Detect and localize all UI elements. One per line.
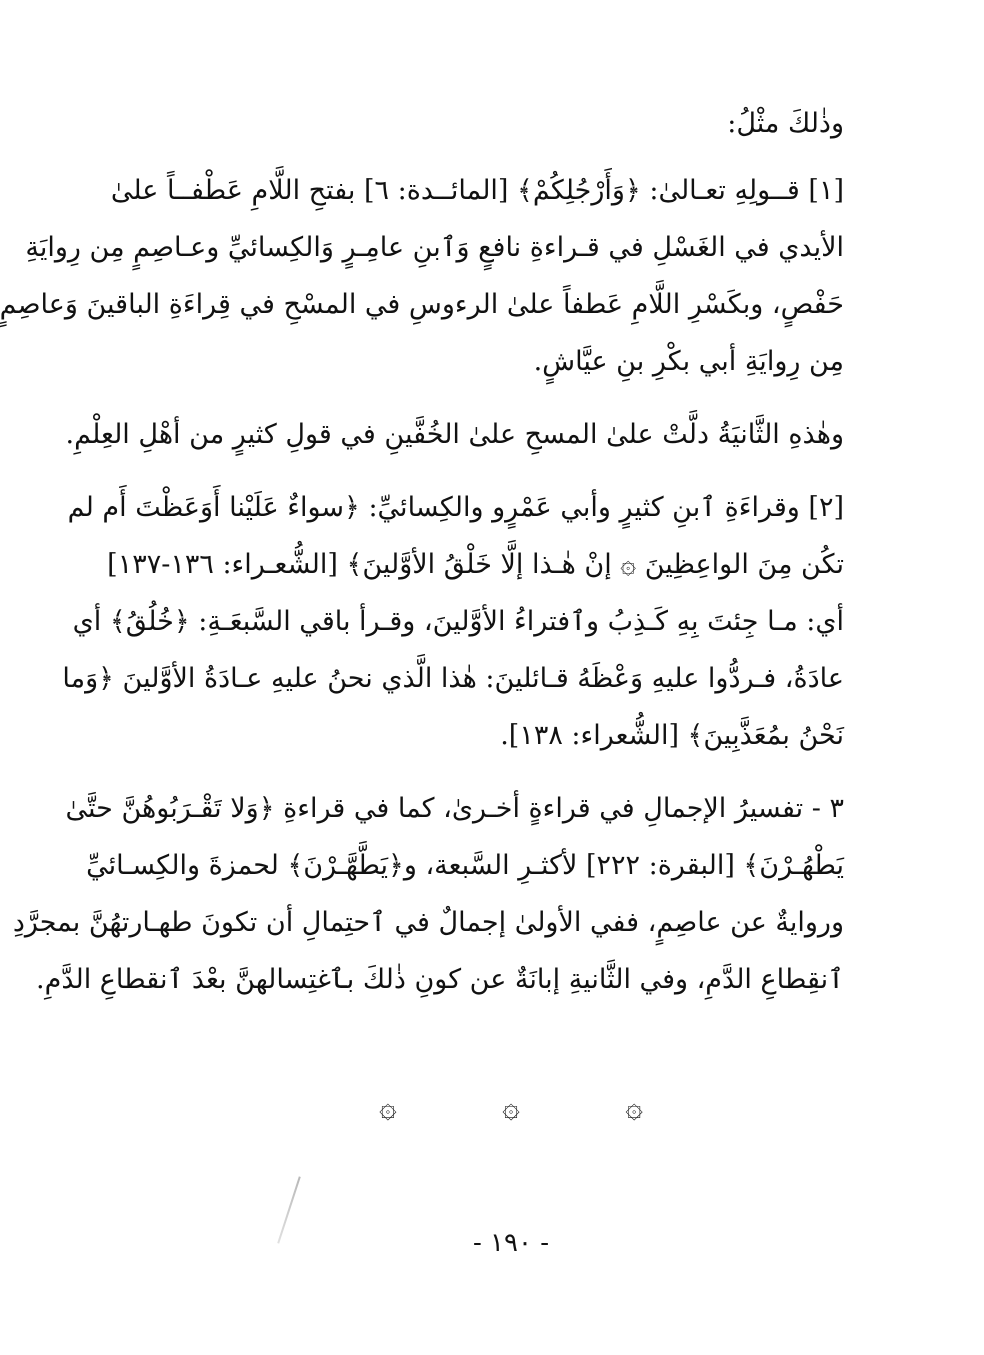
page-body [0, 95, 844, 1008]
paragraph-4 [12, 780, 844, 1008]
paragraph-3-line-5: نَحْنُ بمُعَذَّبِينَ﴾ [الشُّعراء: ١٣٨]. [500, 720, 844, 751]
page-number: - ١٩٠ - [472, 1228, 550, 1258]
paragraph-1 [0, 162, 844, 390]
paragraph-1-line-2: الأيدي في الغَسْلِ في قـراءةِ نافعٍ وَٱبنِ عامِـرٍ وَالكِسائيِّ وعـاصِمٍ مِن رِوايَةِ [25, 232, 844, 263]
section-separator [38, 1090, 984, 1125]
paragraph-3-line-1: [٢] وقراءَةِ ٱبنِ كثيرٍ وأبي عَمْرٍو والكِسائيِّ: ﴿سواءٌ عَلَيْنا أَوَعَظْتَ أَم لم [67, 492, 844, 523]
separator-star-1: ۞ [379, 1090, 397, 1125]
paragraph-4-line-3: وروايةٌ عن عاصِمٍ، ففي الأولىٰ إجمالٌ في ٱحتِمالِ أن تكونَ طهـارتهُنَّ بمجرَّدِ [12, 907, 844, 938]
paragraph-4-line-4: ٱنقِطاعِ الدَّمِ، وفي الثَّانيةِ إبانَةٌ عن كونِ ذٰلكَ بٱغتِسالهنَّ بعْدَ ٱنقطاعِ الدَّمِ. [36, 964, 844, 995]
paragraph-1-line-3: حَفْصٍ، وبكَسْرِ اللَّامِ عَطفاً علىٰ الرءوسِ في المسْحِ في قِراءَةِ الباقينَ وَعاصِمٍ [0, 289, 844, 320]
separator-star-2: ۞ [502, 1090, 520, 1125]
paragraph-3-line-4: عادَةُ، فـردُّوا عليهِ وَعْظَهُ قـائلينَ: هٰذا الَّذي نحنُ عليهِ عـادَةُ الأوَّلينَ ﴿وَما [62, 663, 844, 694]
paragraph-4-line-1: ٣ - تفسيرُ الإجمالِ في قراءةٍ أخـرىٰ، كما في قراءةِ ﴿وَلا تَقْـرَبُوهُنَّ حتَّىٰ [65, 793, 844, 824]
paragraph-1-line-1: [١] قــولِهِ تعـالىٰ: ﴿وَأَرْجُلِكُمْ﴾ [المائــدة: ٦] بفتحِ اللَّامِ عَطْفــاً علىٰ [110, 175, 844, 206]
intro-line: وذٰلكَ مثْلُ: [727, 108, 844, 139]
paragraph-3 [62, 479, 844, 764]
paragraph-3-line-3: أي: مـا جِئتَ بِهِ كَـذِبُ وٱفتراءُ الأوَّلينَ، وقـرأ باقي السَّبعَـةِ: ﴿خُلُقُ﴾ أي [72, 606, 844, 637]
paragraph-2-line-1: وهٰذهِ الثَّانيَةُ دلَّتْ علىٰ المسحِ علىٰ الخُفَّينِ في قولِ كثيرٍ من أهْلِ العِلْمِ. [65, 419, 844, 450]
paragraph-3-line-2: تكُن مِنَ الواعِظِينَ ۞ إنْ هٰـذا إلَّا خَلْقُ الأوَّلينَ﴾ [الشُّعـراء: ١٣٦-١٣٧] [107, 549, 844, 580]
separator-star-3: ۞ [625, 1090, 643, 1125]
paragraph-1-line-4: مِن رِوايَةِ أبي بكْرِ بنِ عيَّاشٍ. [533, 346, 844, 377]
paragraph-4-line-2: يَطْهُـرْنَ﴾ [البقرة: ٢٢٢] لأكثـرِ السَّبعة، و﴿يَطَّهَّـرْنَ﴾ لحمزةَ والكِسـائيِّ [86, 850, 844, 881]
paragraph-2 [65, 406, 844, 463]
